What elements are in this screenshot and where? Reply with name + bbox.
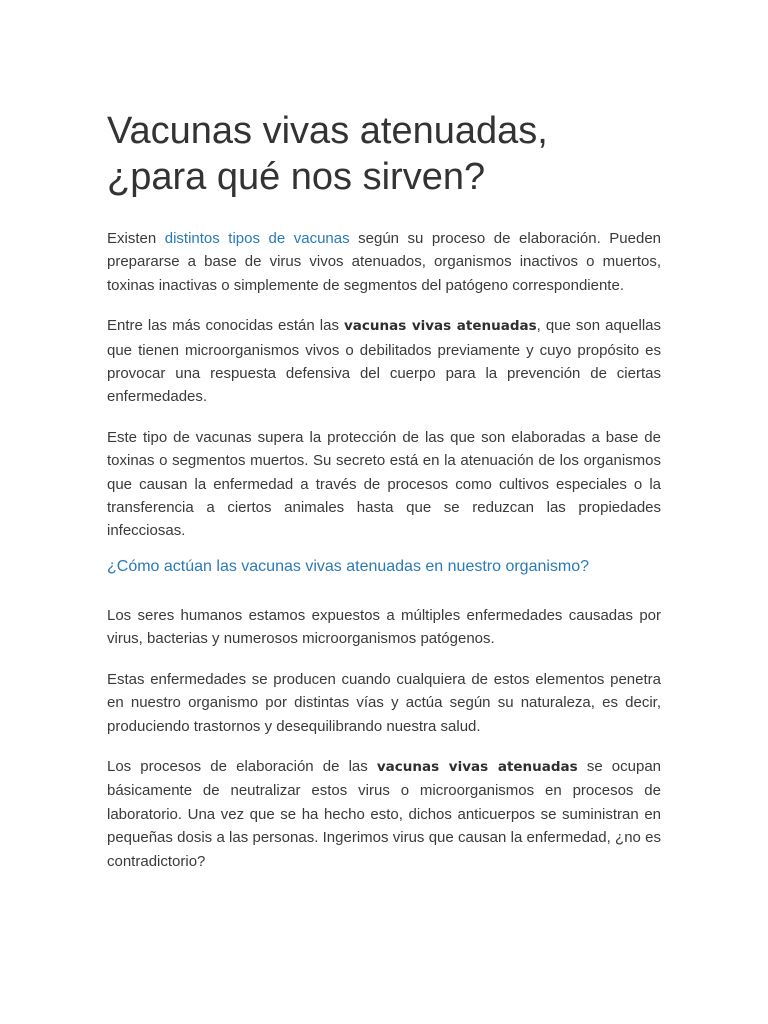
paragraph-process-text-2: se ocupan básicamente de neutralizar estos virus o microorganismos en procesos de laboratorio. Una vez que se ha hecho esto, dichos anticuerpos se suministran en pequeñas dosis a las personas. Ingerimos virus que causan la enfermedad, ¿no es contradictorio? <box>107 757 661 870</box>
page-title <box>107 108 661 200</box>
paragraph-protection: Este tipo de vacunas supera la protección de las que son elaboradas a base de toxinas o segmentos muertos. Su secreto está en la atenuación de los organismos que causan la enfermedad a través de procesos como cultivos especiales o la transferencia a ciertos animales hasta que se reduzcan las propiedades infecciosas. <box>107 428 661 540</box>
article <box>107 108 661 873</box>
paragraph-intro <box>107 227 661 297</box>
title-line-1: Vacunas vivas atenuadas, <box>107 110 548 152</box>
title-line-2: ¿para qué nos sirven? <box>107 156 486 198</box>
paragraph-intro-text-2: según su proceso de elaboración. Pueden prepararse a base de virus vivos atenuados, organismos inactivos o muertos, toxinas inactivas o simplemente de segmentos del patógeno correspondiente. <box>107 230 661 294</box>
paragraph-definition-text-1: Entre las más conocidas están las <box>107 317 344 335</box>
paragraph-process-text-1: Los procesos de elaboración de las <box>107 757 377 775</box>
paragraph-intro-text-1: Existen <box>107 230 165 247</box>
vaccine-types-link[interactable]: distintos tipos de vacunas <box>164 230 350 247</box>
bold-term: vacunas vivas atenuadas <box>343 318 537 335</box>
paragraph-diseases: Estas enfermedades se producen cuando cualquiera de estos elementos penetra en nuestro organismo por distintas vías y actúa según su naturaleza, es decir, produciendo trastornos y desequilibrando nuestra salud. <box>107 670 661 735</box>
bold-term: vacunas vivas atenuadas <box>376 758 578 775</box>
paragraph-definition-text-2: , que son aquellas que tienen microorganismos vivos o debilitados previamente y cuyo propósito es provocar una respuesta defensiva del cuerpo para la prevención de ciertas enfermedades. <box>107 317 661 406</box>
paragraph-definition <box>107 314 661 409</box>
paragraph-process <box>107 755 661 873</box>
paragraph-exposure: Los seres humanos estamos expuestos a múltiples enfermedades causadas por virus, bacterias y numerosos microorganismos patógenos. <box>107 606 661 648</box>
section-heading: ¿Cómo actúan las vacunas vivas atenuadas en nuestro organismo? <box>107 557 590 575</box>
